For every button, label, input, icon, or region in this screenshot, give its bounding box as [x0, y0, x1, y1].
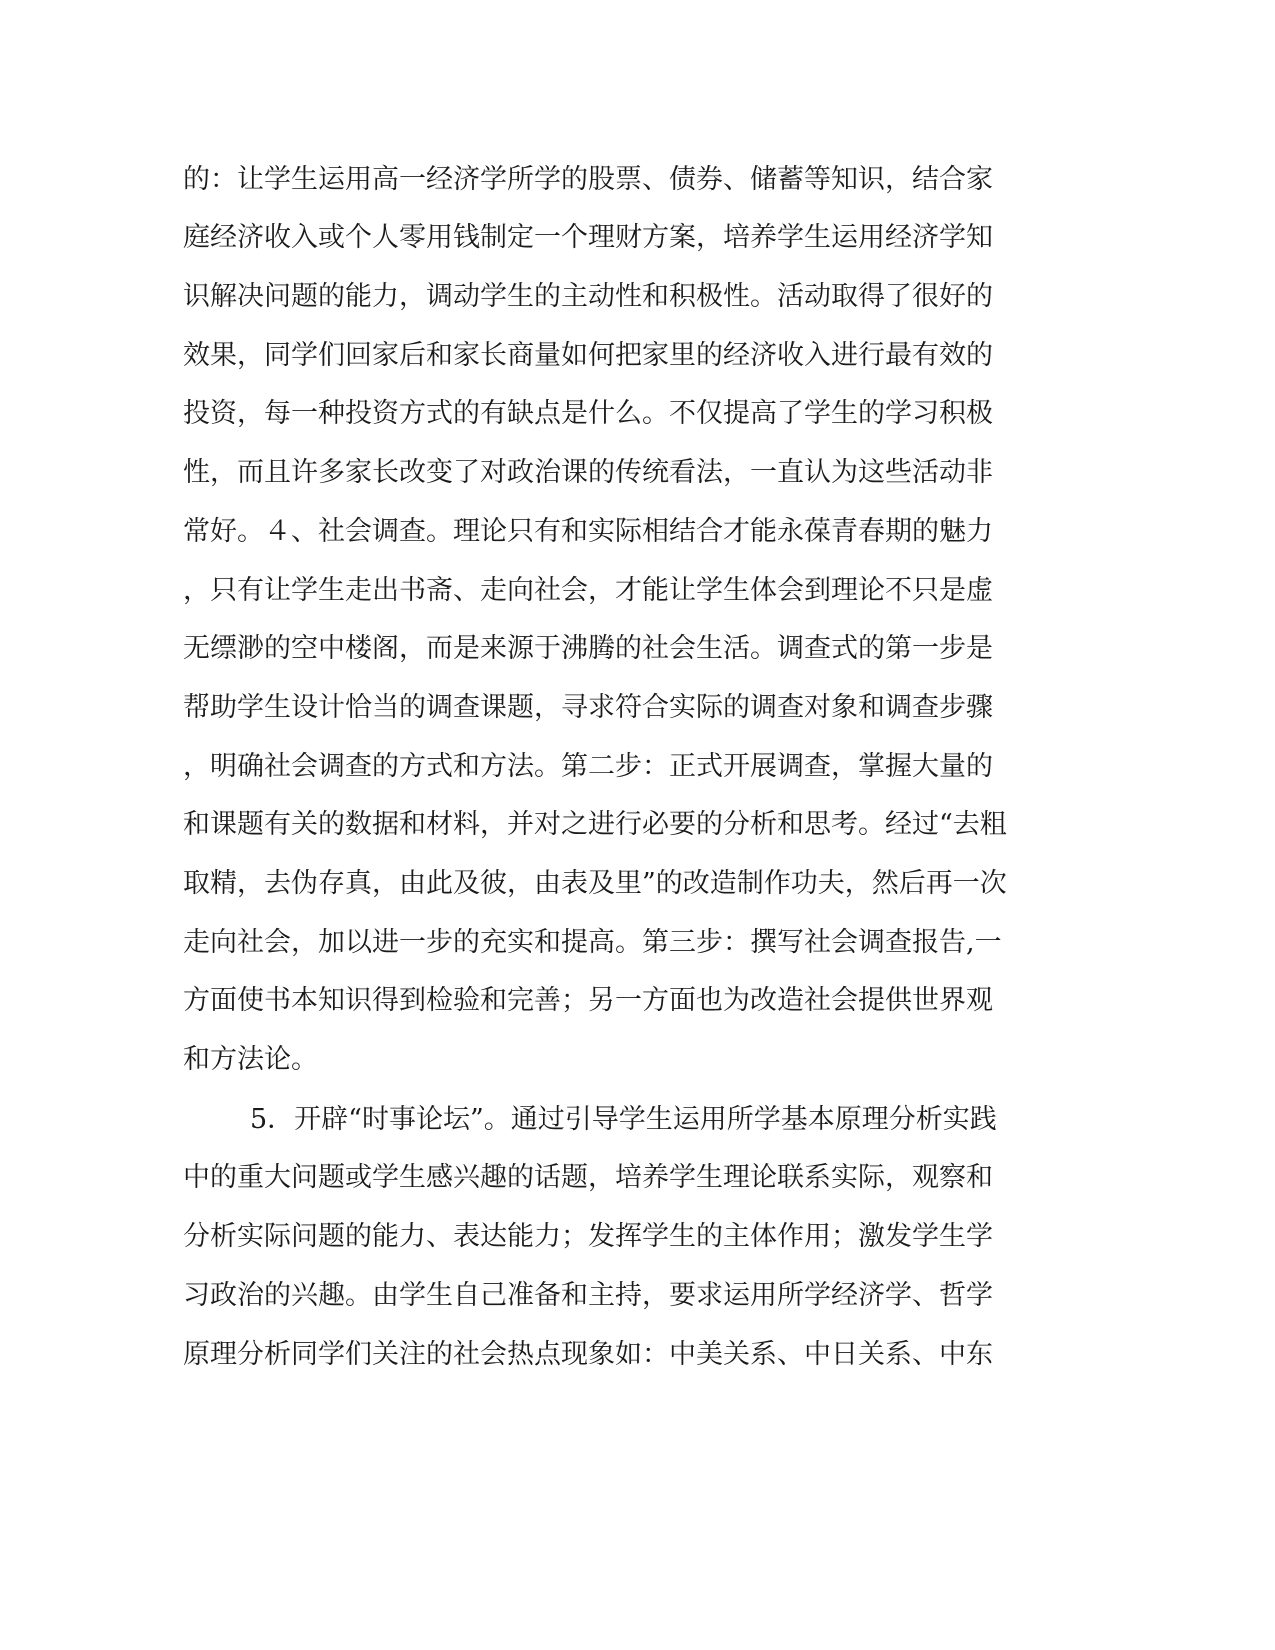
text-line: 帮助学生设计恰当的调查课题，寻求符合实际的调查对象和调查步骤	[183, 692, 993, 723]
text-line: 原理分析同学们关注的社会热点现象如：中美关系、中日关系、中东	[183, 1339, 993, 1370]
text-line: 效果，同学们回家后和家长商量如何把家里的经济收入进行最有效的	[183, 340, 993, 371]
paragraph-first-line: 5．开辟“时事论坛”。通过引导学生运用所学基本原理分析实践	[250, 1104, 997, 1135]
text-line: 中的重大问题或学生感兴趣的话题，培养学生理论联系实际，观察和	[183, 1162, 993, 1193]
text-line: 走向社会，加以进一步的充实和提高。第三步：撰写社会调查报告,一	[183, 927, 1002, 958]
text-line: 性，而且许多家长改变了对政治课的传统看法，一直认为这些活动非	[183, 457, 993, 488]
text-line: 和课题有关的数据和材料，并对之进行必要的分析和思考。经过“去粗	[183, 809, 1007, 840]
text-line: 分析实际问题的能力、表达能力；发挥学生的主体作用；激发学生学	[183, 1221, 993, 1252]
text-line: 方面使书本知识得到检验和完善；另一方面也为改造社会提供世界观	[183, 985, 993, 1016]
text-line: 投资，每一种投资方式的有缺点是什么。不仅提高了学生的学习积极	[183, 398, 993, 429]
text-line: 取精，去伪存真，由此及彼，由表及里”的改造制作功夫，然后再一次	[183, 868, 1007, 899]
text-line: 无缥渺的空中楼阁，而是来源于沸腾的社会生活。调查式的第一步是	[183, 633, 993, 664]
text-line: 和方法论。	[183, 1044, 318, 1075]
text-line: ，明确社会调查的方式和方法。第二步：正式开展调查，掌握大量的	[183, 751, 993, 782]
text-line: 常好。４、社会调查。理论只有和实际相结合才能永葆青春期的魅力	[183, 516, 993, 547]
text-line: 庭经济收入或个人零用钱制定一个理财方案，培养学生运用经济学知	[183, 222, 993, 253]
text-line: ，只有让学生走出书斋、走向社会，才能让学生体会到理论不只是虚	[183, 575, 993, 606]
text-line: 习政治的兴趣。由学生自己准备和主持，要求运用所学经济学、哲学	[183, 1280, 993, 1311]
text-line: 的：让学生运用高一经济学所学的股票、债券、储蓄等知识，结合家	[183, 164, 993, 195]
text-line: 识解决问题的能力，调动学生的主动性和积极性。活动取得了很好的	[183, 281, 993, 312]
